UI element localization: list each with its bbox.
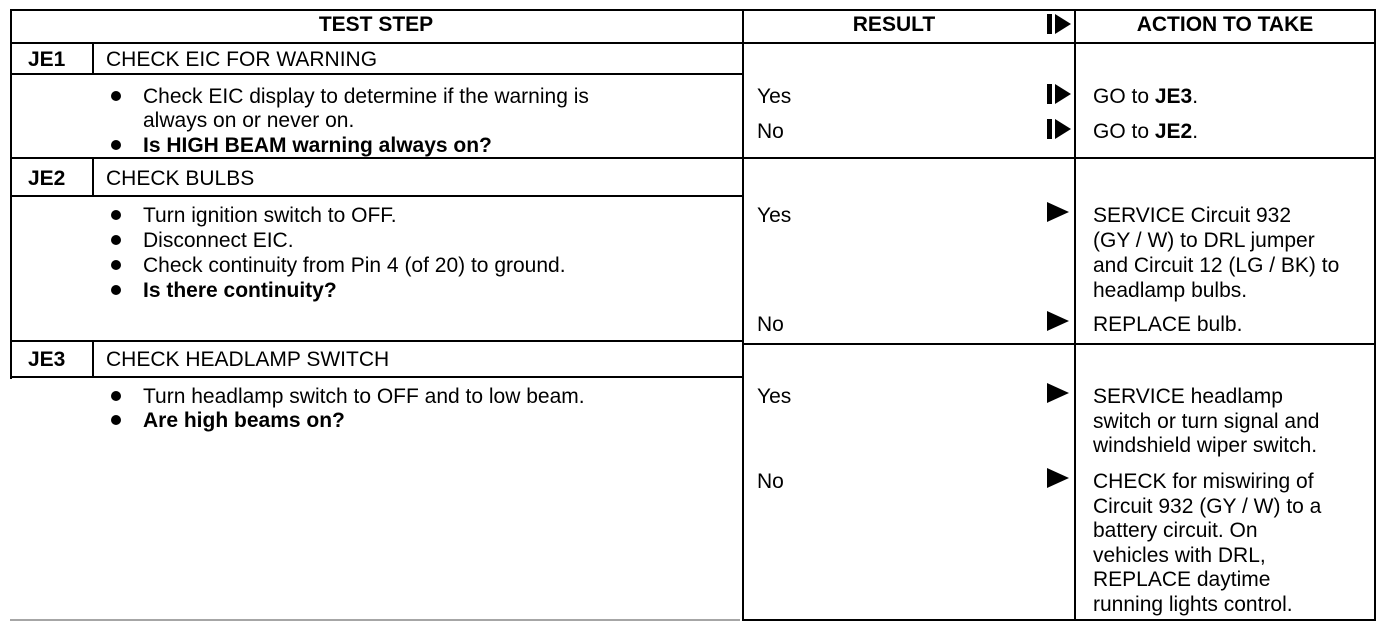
result-arrow-icon [1055, 84, 1071, 104]
result-label: No [757, 470, 784, 493]
result-arrow-icon [1047, 383, 1069, 403]
table-bottom-border-left [10, 619, 740, 621]
action-line: CHECK for miswiring of [1093, 470, 1314, 493]
result-arrow-icon [1047, 311, 1069, 331]
je2-id-divider [92, 157, 94, 197]
action-line: running lights control. [1093, 593, 1293, 616]
action-line: battery circuit. On [1093, 519, 1258, 542]
result-label: Yes [757, 85, 792, 108]
step-id: JE3 [28, 348, 66, 371]
result-label: Yes [757, 204, 792, 227]
step-instruction: Turn headlamp switch to OFF and to low beam. [143, 385, 585, 408]
step-separator-result [742, 343, 1376, 345]
step-title: CHECK BULBS [106, 167, 255, 190]
action-line: (GY / W) to DRL jumper [1093, 229, 1315, 252]
step-id: JE1 [28, 48, 66, 71]
result-arrow-icon [1047, 202, 1069, 222]
step-title: CHECK EIC FOR WARNING [106, 48, 378, 71]
action-line: REPLACE bulb. [1093, 313, 1243, 336]
action-line: and Circuit 12 (LG / BK) to [1093, 254, 1340, 277]
header-result: RESULT [852, 13, 936, 36]
step-instruction: Check EIC display to determine if the warning is [143, 85, 589, 108]
step-instruction-cont: always on or never on. [143, 109, 355, 132]
step-separator [10, 340, 742, 342]
action-line: switch or turn signal and [1093, 410, 1320, 433]
header-arrow-icon [1055, 14, 1071, 34]
table-top-border [10, 9, 1376, 11]
step-question: Is HIGH BEAM warning always on? [143, 134, 492, 157]
table-bottom-border-right [742, 619, 1376, 621]
step-instruction: Turn ignition switch to OFF. [143, 204, 397, 227]
step-instruction: Check continuity from Pin 4 (of 20) to ground. [143, 254, 566, 277]
step-instruction: Disconnect EIC. [143, 229, 294, 252]
action-line: SERVICE Circuit 932 [1093, 204, 1292, 227]
result-arrow-icon [1047, 468, 1069, 488]
bullet-icon [111, 140, 121, 150]
bullet-icon [111, 260, 121, 270]
table-right-border [1374, 9, 1376, 621]
bullet-icon [111, 210, 121, 220]
column-divider-result [742, 9, 744, 621]
je3-title-bottom [10, 376, 742, 378]
header-bottom-border [10, 42, 1376, 44]
action-line: headlamp bulbs. [1093, 279, 1248, 302]
step-question: Is there continuity? [143, 279, 337, 302]
je1-title-bottom [10, 73, 742, 75]
bullet-icon [111, 415, 121, 425]
action-line: Circuit 932 (GY / W) to a [1093, 495, 1322, 518]
step-title: CHECK HEADLAMP SWITCH [106, 348, 390, 371]
action-line: SERVICE headlamp [1093, 385, 1283, 408]
column-divider-action [1074, 9, 1076, 621]
header-action: ACTION TO TAKE [1136, 13, 1314, 36]
action-line: windshield wiper switch. [1093, 434, 1318, 457]
je1-id-divider [92, 42, 94, 75]
action-line: REPLACE daytime [1093, 568, 1271, 591]
result-label: No [757, 120, 784, 143]
bullet-icon [111, 391, 121, 401]
step-question: Are high beams on? [143, 409, 345, 432]
result-label: Yes [757, 385, 792, 408]
je2-title-bottom [10, 195, 742, 197]
bullet-icon [111, 285, 121, 295]
bullet-icon [111, 235, 121, 245]
action-text: GO to JE3. [1093, 85, 1199, 108]
action-line: vehicles with DRL, [1093, 544, 1266, 567]
bullet-icon [111, 91, 121, 101]
table-left-border [10, 9, 12, 379]
je3-id-divider [92, 340, 94, 378]
step-separator [10, 157, 1376, 159]
step-id: JE2 [28, 167, 66, 190]
result-arrow-icon [1055, 119, 1071, 139]
result-label: No [757, 313, 784, 336]
header-test-step: TEST STEP [318, 13, 434, 36]
action-text: GO to JE2. [1093, 120, 1199, 143]
